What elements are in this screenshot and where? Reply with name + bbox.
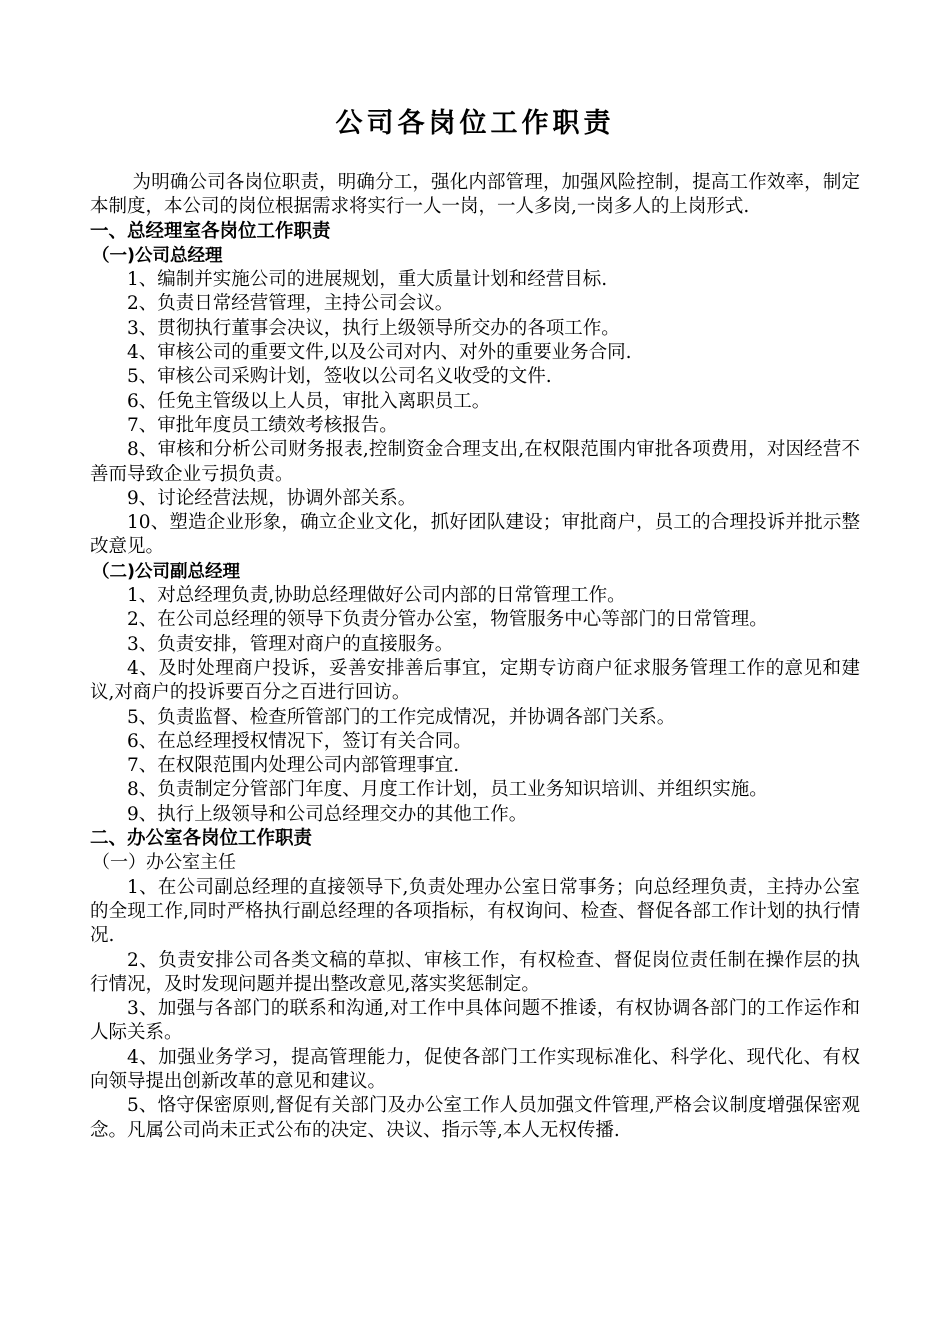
duty-item: 10、塑造企业形象，确立企业文化，抓好团队建设；审批商户，员工的合理投诉并批示整改意见。 bbox=[90, 512, 860, 558]
document-body bbox=[90, 171, 860, 1143]
duty-item: 2、负责安排公司各类文稿的草拟、审核工作，有权检查、督促岗位责任制在操作层的执行情况，及时发现问题并提出整改意见,落实奖惩制定。 bbox=[90, 949, 860, 995]
document-title: 公司各岗位工作职责 bbox=[335, 108, 615, 139]
subsection-heading-deputy-general-manager: （二)公司副总经理 bbox=[92, 561, 240, 582]
duty-item: 7、在权限范围内处理公司内部管理事宜. bbox=[127, 755, 460, 777]
duty-item: 6、任免主管级以上人员，审批入离职员工。 bbox=[127, 390, 491, 412]
duty-item: 8、审核和分析公司财务报表,控制资金合理支出,在权限范围内审批各项费用，对因经营不善而导致企业亏损负责。 bbox=[90, 439, 860, 485]
section-heading-general-manager-office: 一、总经理室各岗位工作职责 bbox=[90, 220, 331, 242]
duty-item: 5、负责监督、检查所管部门的工作完成情况，并协调各部门关系。 bbox=[127, 706, 676, 728]
duty-item: 8、负责制定分管部门年度、月度工作计划，员工业务知识培训、并组织实施。 bbox=[127, 779, 768, 801]
duty-item: 3、负责安排，管理对商户的直接服务。 bbox=[127, 633, 454, 655]
duty-item: 2、负责日常经营管理，主持公司会议。 bbox=[127, 293, 454, 315]
duty-item: 3、贯彻执行董事会决议，执行上级领导所交办的各项工作。 bbox=[127, 317, 620, 339]
duty-item: 5、恪守保密原则,督促有关部门及办公室工作人员加强文件管理,严格会议制度增强保密观念。凡属公司尚未正式公布的决定、决议、指示等,本人无权传播. bbox=[90, 1095, 860, 1141]
duty-item: 4、审核公司的重要文件,以及公司对内、对外的重要业务合同. bbox=[127, 342, 632, 364]
duty-item: 7、审批年度员工绩效考核报告。 bbox=[127, 414, 398, 436]
duty-item: 6、在总经理授权情况下，签订有关合同。 bbox=[127, 730, 472, 752]
section-heading-office: 二、办公室各岗位工作职责 bbox=[90, 828, 313, 850]
duty-item: 2、在公司总经理的领导下负责分管办公室，物管服务中心等部门的日常管理。 bbox=[127, 609, 768, 631]
duty-item: 5、审核公司采购计划，签收以公司名义收受的文件. bbox=[127, 366, 552, 388]
duty-item: 9、讨论经营法规，协调外部关系。 bbox=[127, 487, 417, 509]
duty-item: 3、加强与各部门的联系和沟通,对工作中具体问题不推诿，有权协调各部门的工作运作和人际关系。 bbox=[90, 998, 860, 1044]
duty-item: 1、在公司副总经理的直接领导下,负责处理办公室日常事务；向总经理负责，主持办公室的全现工作,同时严格执行副总经理的各项指标，有权询问、检查、督促各部工作计划的执行情况. bbox=[90, 876, 860, 947]
duty-item: 1、对总经理负责,协助总经理做好公司内部的日常管理工作。 bbox=[127, 585, 626, 607]
duty-item: 9、执行上级领导和公司总经理交办的其他工作。 bbox=[127, 803, 528, 825]
subsection-heading-general-manager: （一)公司总经理 bbox=[92, 245, 223, 266]
duty-item: 4、及时处理商户投诉，妥善安排善后事宜，定期专访商户征求服务管理工作的意见和建议,对商户的投诉要百分之百进行回访。 bbox=[90, 657, 860, 704]
intro-paragraph: 为明确公司各岗位职责，明确分工，强化内部管理，加强风险控制，提高工作效率，制定本制度，本公司的岗位根据需求将实行一人一岗，一人多岗,一岗多人的上岗形式. bbox=[90, 172, 860, 218]
subsection-heading-office-director: （一）办公室主任 bbox=[92, 852, 236, 874]
duty-item: 1、编制并实施公司的进展规划，重大质量计划和经营目标. bbox=[127, 269, 608, 291]
duty-item: 4、加强业务学习，提高管理能力，促使各部门工作实现标准化、科学化、现代化、有权向领导提出创新改革的意见和建议。 bbox=[90, 1046, 860, 1092]
